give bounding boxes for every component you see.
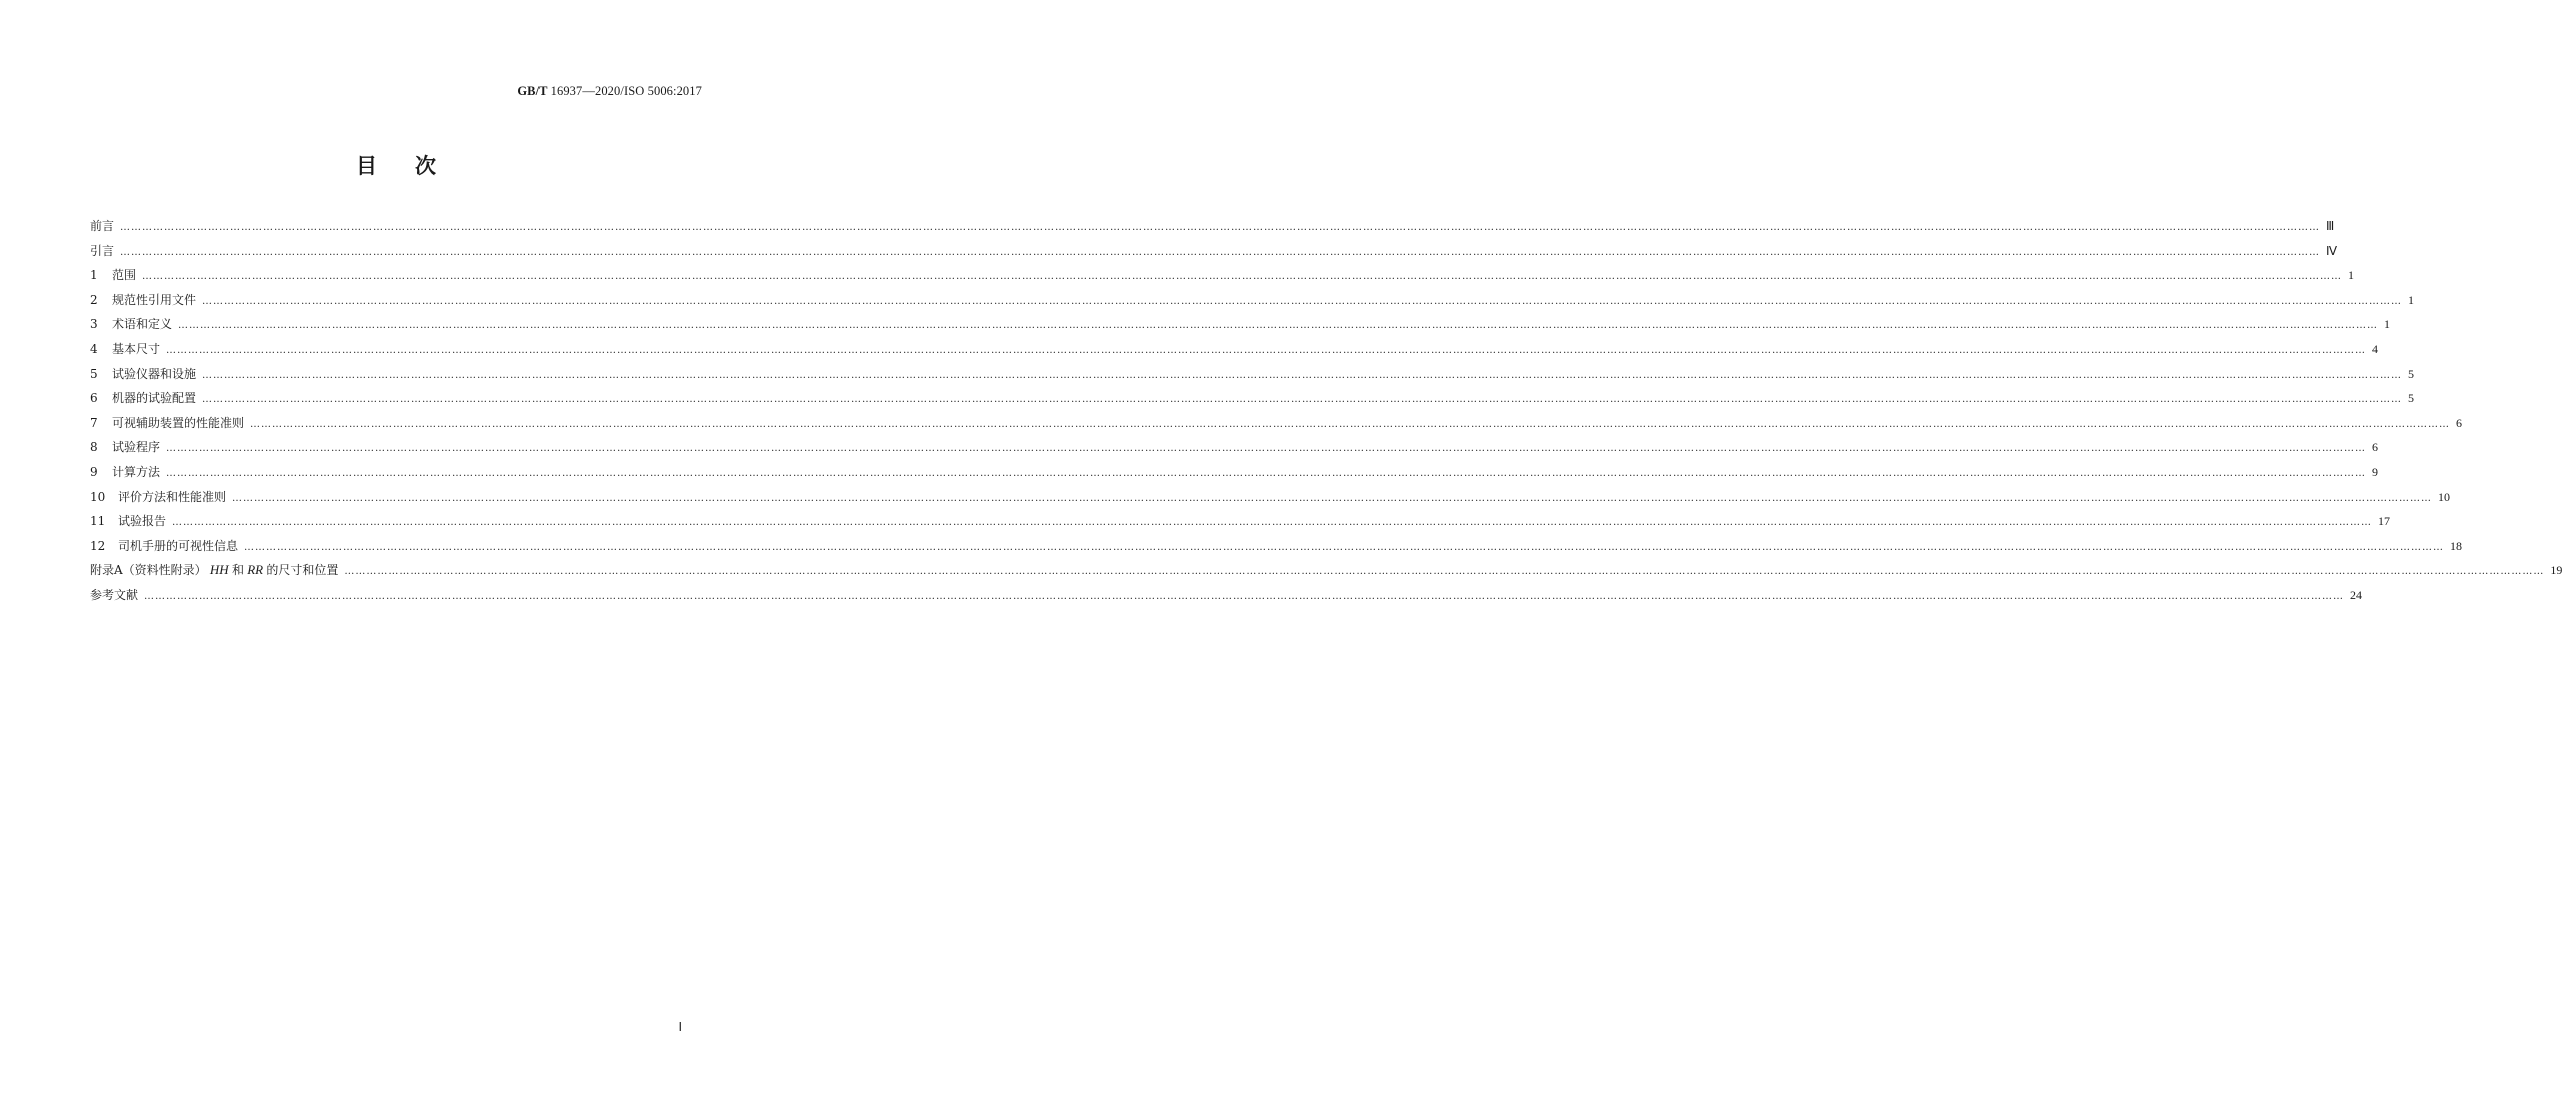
toc-entry-number: 5	[90, 366, 98, 381]
toc-entry-number: 12	[90, 538, 106, 553]
toc-entry-page: 24	[2350, 587, 2363, 602]
standard-prefix: GB/T	[517, 84, 548, 98]
toc-entry-page: 6	[2456, 415, 2463, 430]
toc-entry-title: 评价方法和性能准则	[118, 489, 227, 504]
toc-entry[interactable]	[90, 509, 2391, 534]
page-number: Ⅰ	[678, 1020, 682, 1034]
toc-leader-dots: ……………………………………………………………………………………………………………………………………………………………………………………………………………………………………………………………………………………………………………………………………………………………………………………………………………………………………………………………………………………………………………………………………………………	[202, 369, 2403, 381]
toc-entry-page: 4	[2372, 341, 2379, 356]
toc-entry-number: 9	[90, 464, 98, 479]
toc-entry-number: 2	[90, 292, 98, 307]
toc-leader-dots: ……………………………………………………………………………………………………………………………………………………………………………………………………………………………………………………………………………………………………………………………………………………………………………………………………………………………………………………………………………………………………………………………………………………	[166, 467, 2367, 479]
toc-entry[interactable]	[90, 386, 2415, 411]
toc-entry[interactable]	[90, 214, 2335, 239]
toc-leader-dots: ……………………………………………………………………………………………………………………………………………………………………………………………………………………………………………………………………………………………………………………………………………………………………………………………………………………………………………………………………………………………………………………………………………………	[202, 394, 2403, 406]
toc-entry-page: Ⅳ	[2326, 243, 2338, 258]
toc-entry[interactable]	[90, 288, 2415, 313]
toc-entry-title: 试验仪器和设施	[112, 366, 197, 381]
toc-leader-dots: ……………………………………………………………………………………………………………………………………………………………………………………………………………………………………………………………………………………………………………………………………………………………………………………………………………………………………………………………………………………………………………………………………………………	[250, 418, 2451, 430]
toc-heading: 目次	[356, 154, 474, 178]
toc-entry-number: 6	[90, 391, 98, 406]
toc-entry-title: 可视辅助装置的性能准则	[112, 415, 245, 430]
toc-leader-dots: ……………………………………………………………………………………………………………………………………………………………………………………………………………………………………………………………………………………………………………………………………………………………………………………………………………………………………………………………………………………………………………………………………………………	[244, 541, 2445, 553]
toc-entry-title: 试验程序	[112, 440, 161, 455]
toc-entry-page: 6	[2372, 440, 2379, 455]
toc-entry-title: 司机手册的可视性信息	[118, 538, 239, 553]
toc-entry-page: Ⅲ	[2326, 219, 2335, 233]
toc-entry-page: 17	[2378, 514, 2391, 529]
toc-entry[interactable]	[90, 583, 2363, 608]
toc-entry-number: 4	[90, 341, 98, 356]
standard-number: 16937—2020/ISO 5006:2017	[550, 84, 702, 98]
standard-code-header	[517, 84, 702, 99]
toc-entry-title	[90, 558, 344, 583]
toc-entry-title: 基本尺寸	[112, 341, 161, 356]
toc-entry-number: 7	[90, 415, 98, 430]
toc-entry[interactable]	[90, 534, 2463, 559]
toc-leader-dots: ……………………………………………………………………………………………………………………………………………………………………………………………………………………………………………………………………………………………………………………………………………………………………………………………………………………………………………………………………………………………………………………………………………………	[172, 517, 2373, 529]
toc-entry-title-part: HH	[206, 562, 232, 578]
toc-entry-title: 引言	[90, 243, 115, 258]
toc-entry[interactable]	[90, 435, 2379, 460]
toc-entry[interactable]	[90, 312, 2391, 337]
toc-entry-page: 5	[2408, 391, 2415, 406]
toc-entry[interactable]	[90, 362, 2415, 387]
toc-entry-title: 试验报告	[118, 514, 167, 529]
toc-leader-dots: ……………………………………………………………………………………………………………………………………………………………………………………………………………………………………………………………………………………………………………………………………………………………………………………………………………………………………………………………………………………………………………………………………………………	[344, 566, 2545, 578]
toc-leader-dots: ……………………………………………………………………………………………………………………………………………………………………………………………………………………………………………………………………………………………………………………………………………………………………………………………………………………………………………………………………………………………………………………………………………………	[142, 271, 2343, 283]
toc-leader-dots: ……………………………………………………………………………………………………………………………………………………………………………………………………………………………………………………………………………………………………………………………………………………………………………………………………………………………………………………………………………………………………………………………………………………	[178, 320, 2379, 332]
toc-entry[interactable]	[90, 558, 2562, 583]
toc-leader-dots: ……………………………………………………………………………………………………………………………………………………………………………………………………………………………………………………………………………………………………………………………………………………………………………………………………………………………………………………………………………………………………………………………………………………	[120, 222, 2321, 233]
toc-entry-page: 5	[2408, 366, 2415, 381]
toc-entry-page: 10	[2438, 489, 2451, 504]
toc-entry-page: 1	[2408, 292, 2415, 307]
toc-entry-title: 机器的试验配置	[112, 391, 197, 406]
toc-entry-number: 8	[90, 440, 98, 455]
toc-leader-dots: ……………………………………………………………………………………………………………………………………………………………………………………………………………………………………………………………………………………………………………………………………………………………………………………………………………………………………………………………………………………………………………………………………………………	[202, 295, 2403, 307]
toc-entry-title: 术语和定义	[112, 317, 173, 332]
toc-leader-dots: ……………………………………………………………………………………………………………………………………………………………………………………………………………………………………………………………………………………………………………………………………………………………………………………………………………………………………………………………………………………………………………………………………………………	[232, 492, 2433, 504]
toc-entry-number: 3	[90, 317, 98, 332]
toc-entry-title-part: RR	[243, 562, 267, 578]
toc-entry-title: 范围	[112, 268, 137, 283]
toc-entry-title: 参考文献	[90, 587, 139, 602]
toc-entry-number: 10	[90, 489, 106, 504]
toc-leader-dots: ……………………………………………………………………………………………………………………………………………………………………………………………………………………………………………………………………………………………………………………………………………………………………………………………………………………………………………………………………………………………………………………………………………………	[120, 246, 2321, 258]
toc-entry-page: 19	[2550, 563, 2562, 578]
toc-entry[interactable]	[90, 411, 2463, 436]
toc-entry[interactable]	[90, 485, 2451, 510]
toc-entry-title-part: 附录A（资料性附录）	[90, 563, 207, 578]
toc-entry-title: 规范性引用文件	[112, 292, 197, 307]
toc-entry-title: 前言	[90, 219, 115, 233]
toc-entry[interactable]	[90, 239, 2338, 264]
toc-entry-title-part: 和	[231, 563, 244, 578]
toc-entry-page: 1	[2348, 268, 2355, 283]
toc-entry-page: 9	[2372, 464, 2379, 479]
table-of-contents	[90, 214, 2562, 608]
toc-leader-dots: ……………………………………………………………………………………………………………………………………………………………………………………………………………………………………………………………………………………………………………………………………………………………………………………………………………………………………………………………………………………………………………………………………………………	[166, 344, 2367, 356]
toc-entry-page: 1	[2384, 317, 2391, 332]
toc-entry-title: 计算方法	[112, 464, 161, 479]
toc-entry[interactable]	[90, 337, 2379, 362]
toc-entry-page: 18	[2450, 538, 2463, 553]
toc-entry-title-part: 的尺寸和位置	[266, 563, 339, 578]
toc-leader-dots: ……………………………………………………………………………………………………………………………………………………………………………………………………………………………………………………………………………………………………………………………………………………………………………………………………………………………………………………………………………………………………………………………………………………	[144, 590, 2345, 602]
toc-leader-dots: ……………………………………………………………………………………………………………………………………………………………………………………………………………………………………………………………………………………………………………………………………………………………………………………………………………………………………………………………………………………………………………………………………………………	[166, 443, 2367, 455]
toc-entry-number: 1	[90, 268, 98, 283]
toc-entry[interactable]	[90, 460, 2379, 485]
toc-entry[interactable]	[90, 263, 2355, 288]
toc-entry-number: 11	[90, 514, 106, 529]
